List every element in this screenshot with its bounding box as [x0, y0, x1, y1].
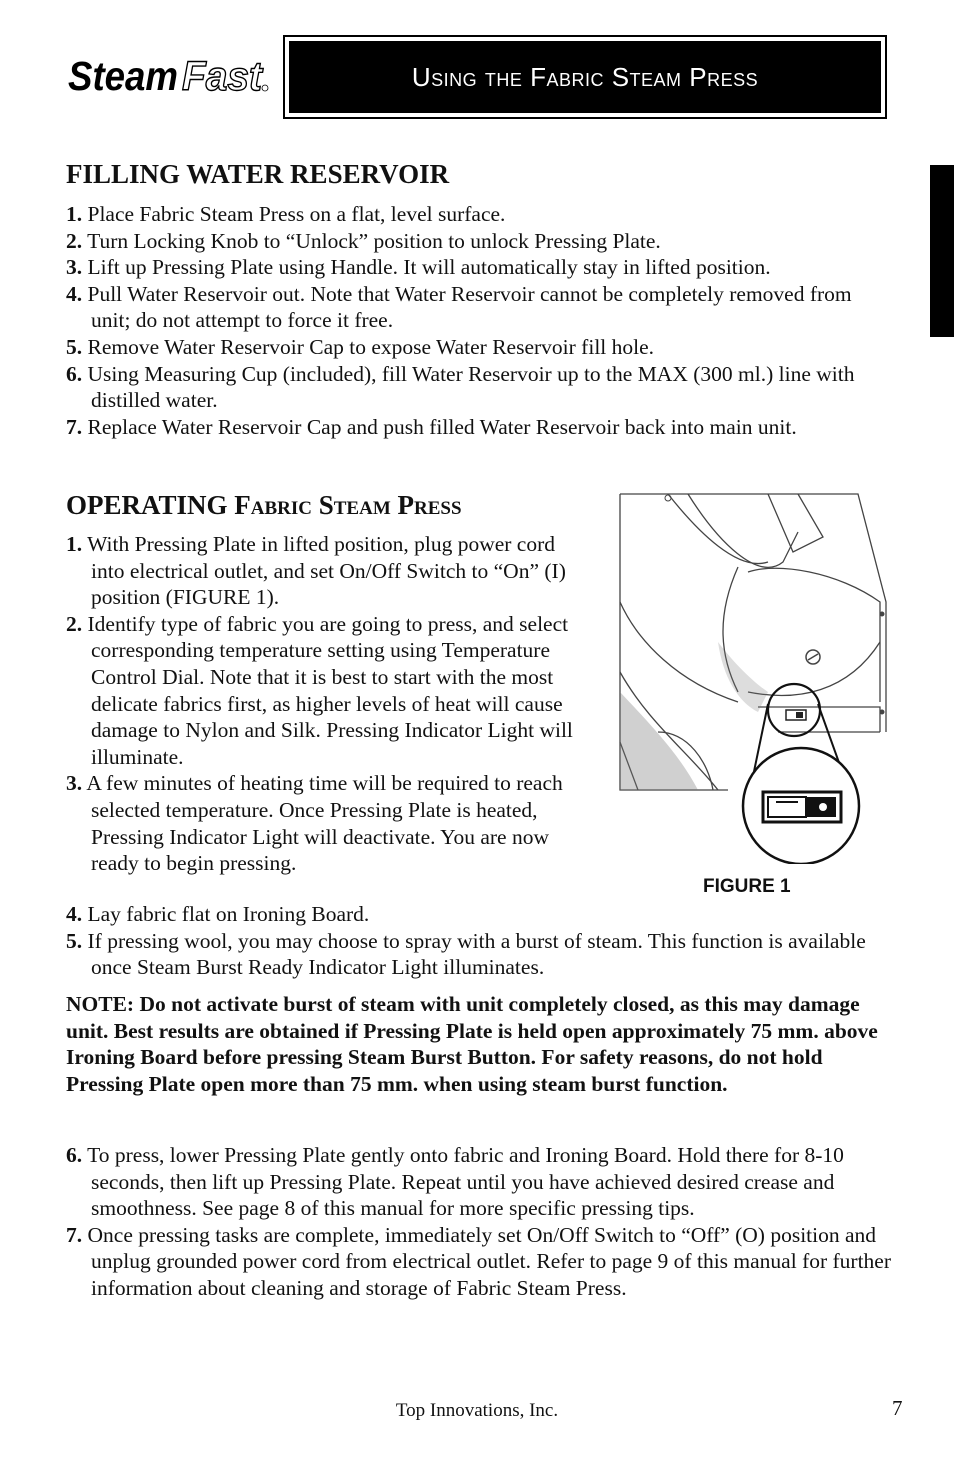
step-item [66, 770, 591, 876]
step-item [66, 611, 591, 771]
step-item [66, 928, 896, 981]
step-number: 5. [66, 928, 83, 953]
step-item [66, 228, 896, 255]
step-text: Pull Water Reservoir out. Note that Water Reservoir cannot be completely removed from unit; do not attempt to force it free. [82, 281, 852, 333]
step-number: 7. [66, 1222, 83, 1247]
step-text: Place Fabric Steam Press on a flat, level surface. [82, 202, 506, 226]
step-item [66, 361, 896, 414]
step-text: Using Measuring Cup (included), fill Water Reservoir up to the MAX (300 ml.) line with distilled water. [82, 361, 855, 413]
step-item [66, 281, 896, 334]
step-number: 4. [66, 281, 83, 306]
step-number: 2. [66, 228, 83, 253]
step-text: Identify type of fabric you are going to press, and select corresponding temperature setting using Temperature Control Dial. Note that it is best to start with the most delicate fabrics first, as higher levels of heat will cause damage to Nylon and Silk. Pressing Indicator Light will illuminate. [82, 611, 573, 769]
step-item [66, 334, 896, 361]
figure-1-illustration [618, 492, 890, 864]
footer-company: Top Innovations, Inc. [395, 1400, 559, 1421]
step-item [66, 254, 896, 281]
step-text: A few minutes of heating time will be required to reach selected temperature. Once Pressing Plate is heated, Pressing Indicator Light will deactivate. You are now ready to begin pressing. [82, 771, 563, 876]
filling-steps-list [66, 201, 896, 440]
svg-text:Steam: Steam [68, 53, 178, 99]
step-number: 5. [66, 334, 83, 359]
step-item [66, 531, 591, 611]
step-number: 7. [66, 414, 83, 439]
steamfast-logo [66, 50, 271, 102]
step-number: 1. [66, 532, 83, 556]
operating-steps-list-final [66, 1142, 896, 1302]
figure-caption: FIGURE 1 [703, 876, 791, 897]
page-number: 7 [892, 1396, 903, 1420]
step-text: Turn Locking Knob to “Unlock” position to unlock Pressing Plate. [82, 228, 661, 253]
heading-smallcaps: Fabric Steam Press [234, 490, 462, 520]
step-text: If pressing wool, you may choose to spray with a burst of steam. This function is available once Steam Burst Ready Indicator Light illuminates. [82, 928, 866, 980]
step-number: 6. [66, 361, 83, 386]
step-text: Once pressing tasks are complete, immediately set On/Off Switch to “Off” (O) position and unplug grounded power cord from electrical outlet. Refer to page 9 of this manual for further information about cleaning and storage of Fabric Steam Press. [82, 1222, 892, 1300]
step-text: Remove Water Reservoir Cap to expose Water Reservoir fill hole. [82, 334, 655, 359]
step-item [66, 1222, 896, 1302]
page-title-box [283, 35, 887, 119]
heading-main: OPERATING [66, 490, 235, 520]
step-item [66, 1142, 896, 1222]
step-text: To press, lower Pressing Plate gently onto fabric and Ironing Board. Hold there for 8-10 seconds, then lift up Pressing Plate. Repeat until you have achieved desired crease and smoothness. See page 8 of this manual for more specific pressing tips. [82, 1143, 844, 1221]
step-number: 6. [66, 1143, 83, 1167]
section-heading-operating [66, 489, 462, 521]
operating-steps-list-wide [66, 901, 896, 981]
step-text: Replace Water Reservoir Cap and push filled Water Reservoir back into main unit. [82, 414, 797, 439]
operating-steps-list-narrow [66, 531, 591, 877]
step-number: 4. [66, 902, 83, 926]
page-title: Using the Fabric Steam Press [289, 41, 881, 113]
section-heading-filling: FILLING WATER RESERVOIR [66, 159, 450, 189]
step-number: 1. [66, 202, 83, 226]
safety-note: NOTE: Do not activate burst of steam with unit completely closed, as this may damage unit. Best results are obtained if Pressing Plate is held open approximately 75 mm. above Ironing Board before pressing Steam Burst Button. For safety reasons, do not hold Pressing Plate open more than 75 mm. when using steam burst function. [66, 992, 878, 1096]
step-item [66, 201, 896, 228]
step-item [66, 414, 896, 441]
step-number: 3. [66, 771, 83, 796]
step-text: Lift up Pressing Plate using Handle. It will automatically stay in lifted position. [82, 255, 771, 280]
section-tab-marker [930, 165, 954, 337]
step-item [66, 901, 896, 928]
step-number: 2. [66, 611, 83, 636]
svg-text:Fast: Fast [182, 53, 265, 99]
step-number: 3. [66, 255, 83, 280]
step-text: Lay fabric flat on Ironing Board. [82, 902, 370, 926]
step-text: With Pressing Plate in lifted position, plug power cord into electrical outlet, and set On/Off Switch to “On” (I) position (FIGURE 1). [82, 532, 566, 610]
